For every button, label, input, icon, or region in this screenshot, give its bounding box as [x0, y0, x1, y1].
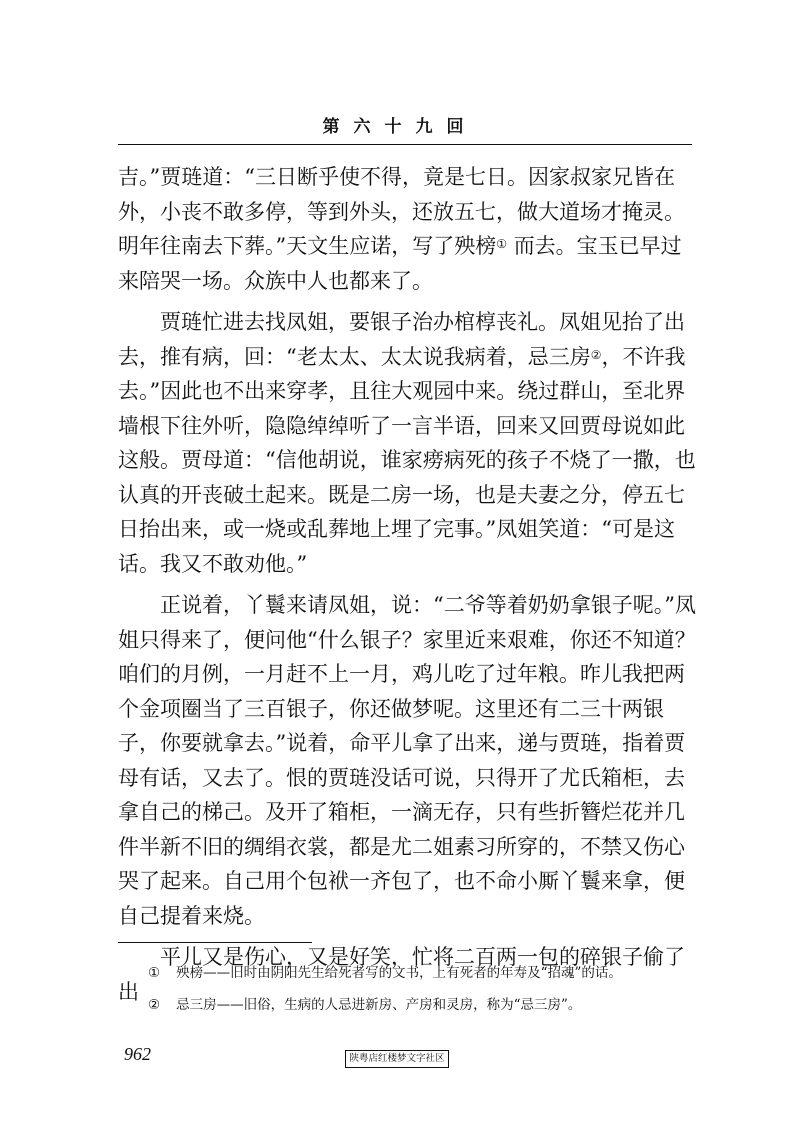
- paragraph-4: 平儿又是伤心，又是好笑，忙将二百两一包的碎银子偷了出: [118, 945, 685, 1004]
- footnote-ref-2[interactable]: ②: [590, 347, 602, 362]
- footnote-ref-1[interactable]: ①: [496, 237, 507, 251]
- header-rule: [118, 144, 692, 145]
- page-number: 962: [124, 1044, 151, 1064]
- footnote-1-mark: ①: [148, 965, 161, 981]
- footnotes: [118, 962, 696, 1026]
- footnote-2-mark: ②: [148, 997, 161, 1013]
- paragraph-2-text-b: ，不许我去。”因此也不出来穿孝，且往大观园中来。绕过群山，至北界墙根下往外听，隐隐绰绰听了一言半语，回来又回贾母说如此这般。贾母道：“信他胡说，谁家痨病死的孩子不烧了一撒，也认真的开丧破土起来。既是二房一场，也是夫妻之分，停五七日抬出来，或一烧或乱葬地上埋了完事。”凤姐笑道：“可是这话。我又不敢劝他。”: [118, 344, 696, 576]
- paragraph-2: [118, 305, 696, 581]
- paragraph-2-text-a: 贾琏忙进去找凤姐，要银子治办棺椁丧礼。凤姐见抬了出去，推有病，回：“老太太、太太说我病着，忌三房: [118, 310, 685, 369]
- paragraph-1-text-b: 而去。宝玉已早过来陪哭一场。众族中人也都来了。: [118, 234, 682, 293]
- footnote-1: [118, 962, 696, 984]
- paragraph-1-text-a: 吉。”贾琏道：“三日断乎使不得，竟是七日。因家叔家兄皆在外，小丧不敢多停，等到外头，还放五七，做大道场才掩灵。明年往南去下葬。”天文生应诺，写了殃榜: [118, 165, 685, 258]
- running-header: 第六十九回: [322, 117, 478, 137]
- main-text: [118, 160, 696, 1009]
- footnote-1-text: 殃榜——旧时由阴阳先生给死者写的文书，上有死者的年寿及“招魂”的话。: [176, 965, 622, 981]
- footnote-2: [118, 994, 696, 1016]
- library-stamp: 陕粤店红楼梦文字社区: [345, 1050, 449, 1068]
- paragraph-1: [118, 160, 696, 298]
- paragraph-3: 正说着，丫鬟来请凤姐，说：“二爷等着奶奶拿银子呢。”凤姐只得来了，便问他“什么银子？家里近来艰难，你还不知道？咱们的月例，一月赶不上一月，鸡儿吃了过年粮。昨儿我把两个金项圈当了三百银子，你还做梦呢。这里还有二三十两银子，你要就拿去。”说着，命平儿拿了出来，递与贾琏，指着贾母有话，又去了。恨的贾琏没话可说，只得开了尤氏箱柜，去拿自己的梯己。及开了箱柜，一滴无存，只有些折簪烂花并几件半新不旧的绸绢衣裳，都是尤二姐素习所穿的，不禁又伤心哭了起来。自己用个包袱一齐包了，也不命小厮丫鬟来拿，便自己提着来烧。: [118, 593, 696, 928]
- footnote-rule: [118, 942, 312, 943]
- footnote-2-text: 忌三房——旧俗，生病的人忌进新房、产房和灵房，称为“忌三房”。: [176, 997, 582, 1013]
